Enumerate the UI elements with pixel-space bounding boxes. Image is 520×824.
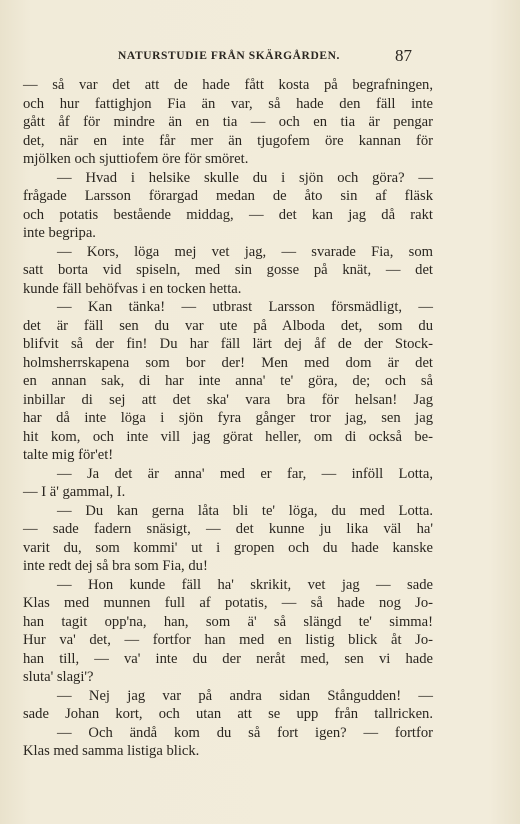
text-line: kunde fäll behöfvas i en tocken hetta.: [23, 280, 242, 297]
text-line: varit du, som kommi' ut i gropen och du hade kanske: [23, 539, 433, 556]
text-line: — Hon kunde fäll ha' skrikit, vet jag — sade: [57, 576, 433, 593]
text-line: holmsherrskapena som bor der! Men med dom är det: [23, 354, 433, 371]
text-line: blifvit så der fin! Du har fäll lärt dej åf de der Stock-: [23, 336, 433, 352]
text-line: det är fäll sen du var ute på Alboda det, som du: [23, 317, 433, 334]
text-line: — Nej jag var på andra sidan Stångudden! —: [57, 687, 433, 704]
text-line: talte mig för'et!: [23, 447, 114, 463]
text-line: — Du kan gerna låta bli te' löga, du med Lotta.: [57, 502, 433, 519]
text-line: frågade Larsson förargad medan de åto sin af fläsk: [23, 188, 433, 204]
running-head: NATURSTUDIE FRÅN SKÄRGÅRDEN.: [118, 50, 341, 62]
text-line: — Hvad i helsike skulle du i sjön och göra? —: [57, 169, 433, 186]
text-line: Klas med munnen full af potatis, — så hade nog Jo-: [23, 595, 433, 611]
text-line: mjölken och sjuttiofem öre för smöret.: [23, 151, 249, 167]
page-header: [0, 46, 520, 68]
page-number: 87: [395, 46, 412, 65]
body-text: [23, 76, 433, 761]
text-line: har då inte löga i sjön fyra gånger tror jag, sen jag: [23, 410, 433, 426]
text-line: Hur va' det, — fortfor han med en listig blick åt Jo-: [23, 632, 433, 648]
text-line: han tagit opp'na, han, som ä' så slängd te' simma!: [23, 613, 433, 630]
text-line: inte redt dej så bra som Fia, du!: [23, 558, 208, 574]
text-line: det, när en inte får mer än tjugofem öre kannan för: [23, 132, 433, 149]
text-line: inte begripa.: [23, 225, 96, 241]
text-line: en annan sak, di har inte anna' te' göra, de; och så: [23, 373, 433, 389]
text-line: hit kom, och inte vill jag görat heller, om di också be-: [23, 428, 433, 445]
text-line: — så var det att de hade fått kosta på begrafningen,: [23, 77, 433, 93]
text-line: och hur fattighjon Fia än var, så hade den fäll inte: [23, 95, 433, 112]
text-line: — Och ändå kom du så fort igen? — fortfor: [57, 724, 433, 741]
text-line: inbillar di sej att det ska' vara bra för helsan! Jag: [23, 391, 433, 408]
text-line: — Kors, löga mej vet jag, — svarade Fia, som: [57, 243, 433, 260]
text-line: gått åf för mindre än en tia — och en tia är pengar: [23, 114, 433, 130]
text-line: Klas med samma listiga blick.: [23, 743, 200, 759]
text-line: — Kan tänka! — utbrast Larsson försmädligt, —: [57, 299, 433, 315]
text-line: sade Johan kort, och utan att se upp från tallricken.: [23, 706, 433, 722]
text-line: sluta' slagi'?: [23, 669, 94, 685]
text-line: — I ä' gammal, I.: [23, 484, 126, 500]
text-line: och potatis bestående middag, — det kan jag då rakt: [23, 206, 433, 223]
text-line: han till, — va' inte du der neråt med, sen vi hade: [23, 650, 433, 667]
text-line: — Ja det är anna' med er far, — inföll Lotta,: [57, 465, 433, 482]
text-line: satt borta vid spiseln, med sin gosse på knät, — det: [23, 262, 433, 278]
text-line: — sade fadern snäsigt, — det kunne ju lika väl ha': [23, 521, 433, 537]
